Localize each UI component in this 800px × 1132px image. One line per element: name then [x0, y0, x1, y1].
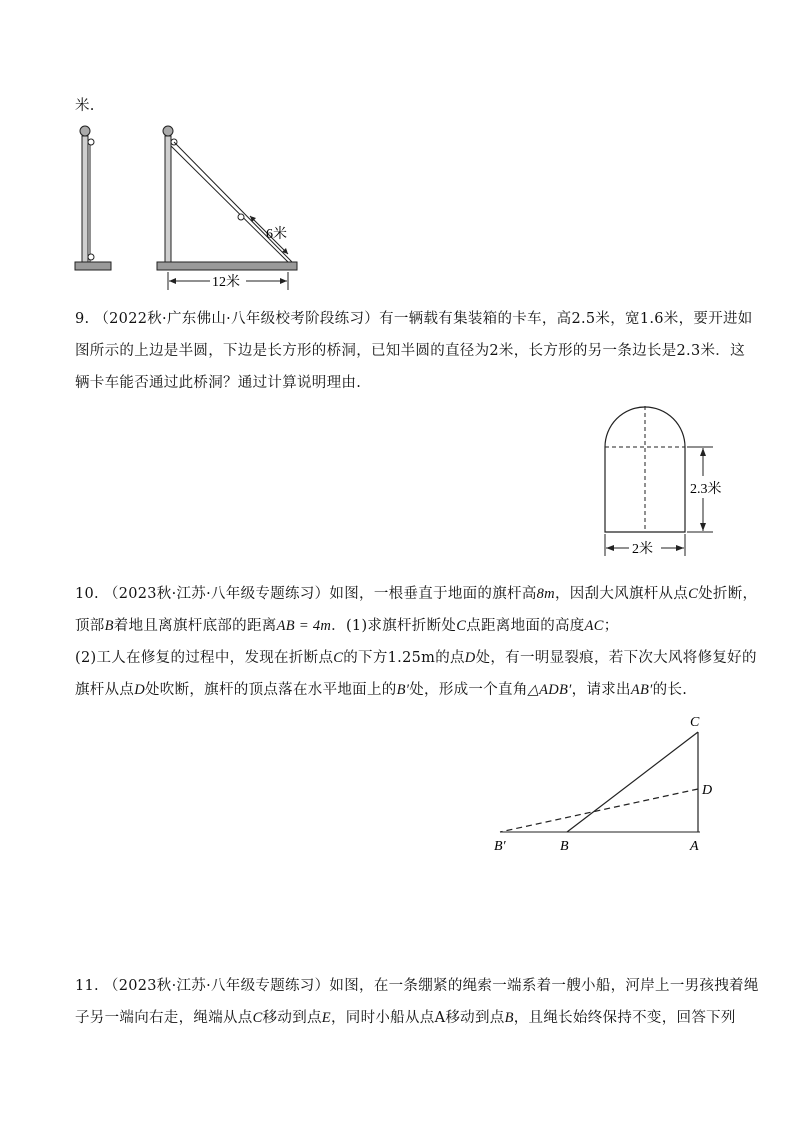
q9-line2: 图所示的上边是半圆，下边是长方形的桥洞，已知半圆的直径为2米，长方形的另一条边长是2.3米．这 — [75, 343, 745, 359]
right-pole — [165, 136, 171, 262]
point-B-label: B — [560, 839, 569, 854]
q9-number: 9. — [75, 311, 90, 327]
right-pole-top-ball — [163, 126, 173, 136]
q9-source: （2022秋·广东佛山·八年级校考阶段练习） — [94, 311, 380, 327]
point-Bprime-label: B′ — [494, 839, 506, 854]
q10-line2: 顶部B着地且离旗杆底部的距离AB = 4m．(1)求旗杆折断处C点距离地面的高度AC； — [75, 618, 619, 634]
label-2m: 2米 — [632, 542, 653, 557]
left-pole-base — [75, 262, 111, 270]
dashed-DBprime — [500, 789, 698, 832]
left-pole — [82, 136, 88, 262]
left-pole-top-ball — [80, 126, 90, 136]
q11-source: （2023秋·江苏·八年级专题练习） — [103, 978, 330, 994]
point-D-label: D — [702, 783, 713, 798]
q10-line3: (2)工人在修复的过程中，发现在折断点C的下方1.25m的点D处，有一明显裂痕，若下次大风将修复好的 — [75, 650, 757, 666]
q10-line4: 旗杆从点D处吹断，旗杆的顶点落在水平地面上的B′处，形成一个直角△ADB′，请求出AB′的长. — [75, 682, 688, 698]
q10-source: （2023秋·江苏·八年级专题练习） — [103, 586, 330, 602]
q11-line2: 子另一端向右走，绳端从点C移动到点E，同时小船从点A移动到点B，且绳长始终保持不变，回答下列 — [75, 1010, 736, 1026]
q10-line1: 10. （2023秋·江苏·八年级专题练习）如图，一根垂直于地面的旗杆高8m，因刮大风旗杆从点C处折断， — [75, 586, 758, 602]
previous-question-tail: 米. — [75, 98, 95, 114]
point-C-label: C — [690, 715, 700, 730]
q11-line1: 11. （2023秋·江苏·八年级专题练习）如图，在一条绷紧的绳索一端系着一艘小船，河岸上一男孩拽着绳 — [75, 978, 759, 994]
bridge-arch-figure — [595, 400, 745, 565]
flagpole-figure — [70, 120, 310, 295]
right-pole-base — [157, 262, 297, 270]
q11-number: 11. — [75, 978, 99, 994]
label-2-3m: 2.3米 — [690, 482, 722, 497]
rope — [174, 142, 292, 262]
point-A-label: A — [690, 839, 699, 854]
label-12m: 12米 — [212, 275, 240, 290]
flagpole-break-figure — [480, 710, 730, 860]
q9-line1: 9. （2022秋·广东佛山·八年级校考阶段练习）有一辆载有集装箱的卡车，高2.5米，宽1.6米，要开进如 — [75, 311, 753, 327]
broken-part-CB — [567, 732, 698, 832]
q10-number: 10. — [75, 586, 99, 602]
label-6m: 6米 — [266, 227, 287, 242]
q9-line3: 辆卡车能否通过此桥洞？通过计算说明理由. — [75, 375, 362, 391]
